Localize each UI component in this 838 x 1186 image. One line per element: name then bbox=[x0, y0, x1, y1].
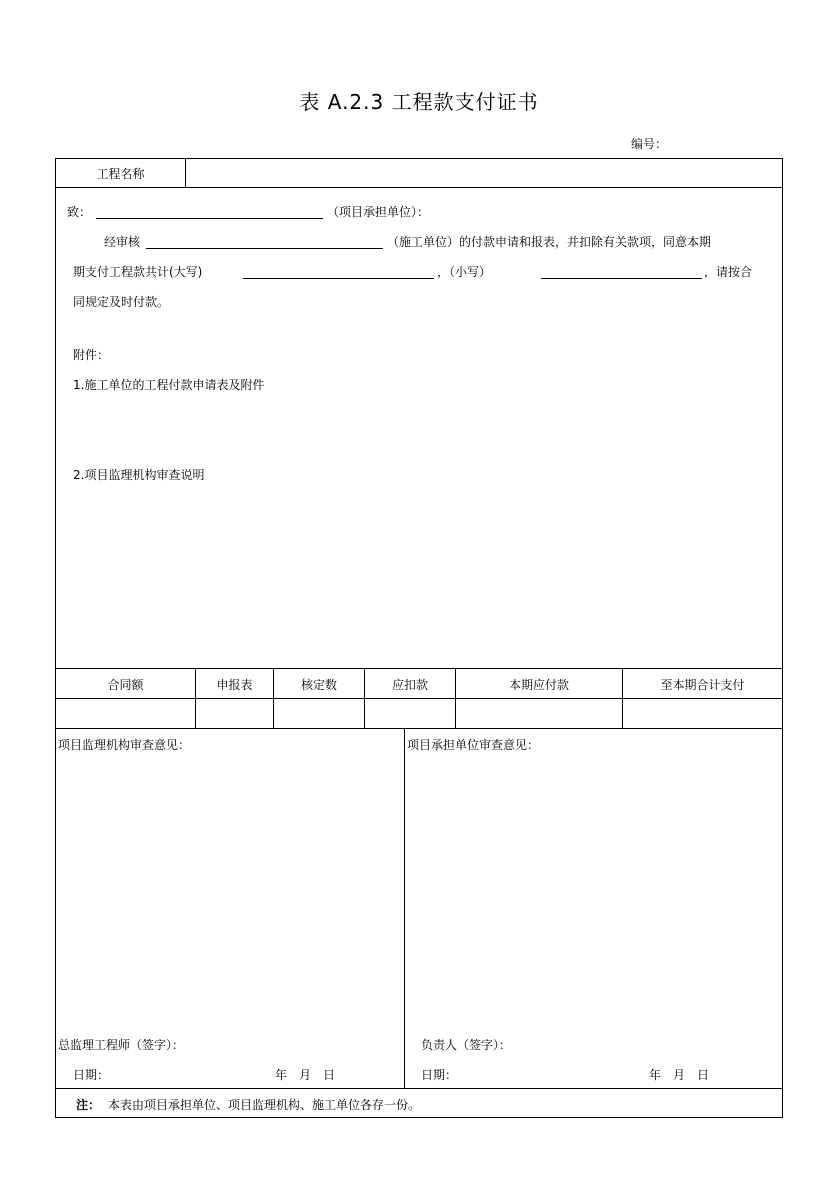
attachment-item: 1.施工单位的工程付款申请表及附件 bbox=[73, 378, 265, 392]
review-suffix: （施工单位）的付款申请和报表，并扣除有关款项，同意本期 bbox=[387, 235, 712, 249]
amount-lowercase-label: ，（小写） bbox=[437, 265, 492, 279]
supervisor-date-label: 日期： bbox=[73, 1068, 110, 1082]
owner-signature-label: 负责人（签字）： bbox=[421, 1038, 512, 1052]
project-name-label: 工程名称 bbox=[96, 167, 145, 181]
divider bbox=[55, 728, 783, 729]
review-prefix: 经审核 bbox=[104, 235, 141, 249]
divider bbox=[55, 187, 783, 188]
owner-date-format: 年 月 日 bbox=[649, 1068, 710, 1082]
header-approved: 核定数 bbox=[300, 678, 337, 692]
to-label: 致： bbox=[67, 205, 92, 219]
supervisor-date-format: 年 月 日 bbox=[275, 1068, 336, 1082]
value-approved[interactable] bbox=[274, 706, 364, 722]
amount-uppercase-label: 期支付工程款共计(大写) bbox=[73, 265, 203, 279]
attachments-label: 附件： bbox=[73, 348, 110, 362]
owner-date-label: 日期： bbox=[421, 1068, 458, 1082]
contractor-blank[interactable] bbox=[146, 248, 383, 249]
divider bbox=[185, 158, 186, 188]
divider bbox=[55, 668, 783, 669]
value-declared[interactable] bbox=[196, 706, 273, 722]
header-current-payable: 本期应付款 bbox=[508, 678, 569, 692]
serial-number-label: 编号： bbox=[631, 137, 668, 151]
amount-lowercase-blank[interactable] bbox=[541, 278, 702, 279]
value-contract-amount[interactable] bbox=[56, 706, 195, 722]
header-cumulative-paid: 至本期合计支付 bbox=[660, 678, 745, 692]
owner-opinion-title: 项目承担单位审查意见： bbox=[407, 738, 540, 752]
value-cumulative-paid[interactable] bbox=[623, 706, 782, 722]
header-declared: 申报表 bbox=[216, 678, 253, 692]
divider bbox=[55, 1088, 783, 1089]
note-label: 注： bbox=[76, 1098, 101, 1112]
header-deduction: 应扣款 bbox=[391, 678, 428, 692]
value-current-payable[interactable] bbox=[456, 706, 622, 722]
amount-uppercase-blank[interactable] bbox=[243, 278, 434, 279]
attachment-item: 2.项目监理机构审查说明 bbox=[73, 468, 205, 482]
chief-supervisor-signature-label: 总监理工程师（签字）： bbox=[58, 1038, 185, 1052]
pay-instruction: 同规定及时付款。 bbox=[73, 295, 170, 309]
header-contract-amount: 合同额 bbox=[107, 678, 144, 692]
value-deduction[interactable] bbox=[365, 706, 455, 722]
document-title: 表 A.2.3 工程款支付证书 bbox=[299, 90, 539, 114]
divider bbox=[404, 728, 405, 1088]
supervisor-opinion-title: 项目监理机构审查意见： bbox=[58, 738, 191, 752]
amount-line-suffix: ，请按合 bbox=[704, 265, 753, 279]
divider bbox=[55, 698, 783, 699]
recipient-blank[interactable] bbox=[96, 218, 323, 219]
note-text: 本表由项目承担单位、项目监理机构、施工单位各存一份。 bbox=[108, 1098, 421, 1112]
to-suffix: （项目承担单位）： bbox=[327, 205, 430, 219]
